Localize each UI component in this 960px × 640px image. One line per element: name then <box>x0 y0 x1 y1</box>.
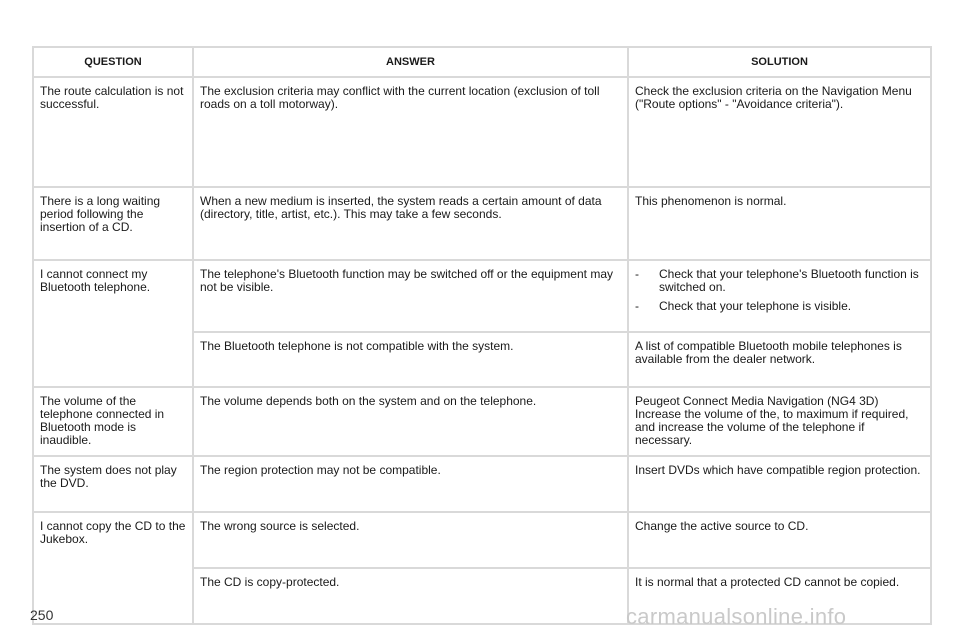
solution-list <box>635 268 924 313</box>
watermark: carmanualsonline.info <box>626 604 847 629</box>
table-row <box>33 260 931 332</box>
solution-cell <box>628 260 931 332</box>
answer-cell: The Bluetooth telephone is not compatible with the system. <box>193 332 628 387</box>
question-cell: The route calculation is not successful. <box>33 77 193 187</box>
solution-cell: A list of compatible Bluetooth mobile telephones is available from the dealer network. <box>628 332 931 387</box>
answer-cell: The region protection may not be compatible. <box>193 456 628 512</box>
answer-cell: The wrong source is selected. <box>193 512 628 568</box>
question-cell: I cannot connect my Bluetooth telephone. <box>33 260 193 387</box>
table-row <box>33 512 931 568</box>
answer-cell: The volume depends both on the system and on the telephone. <box>193 387 628 456</box>
solution-cell: This phenomenon is normal. <box>628 187 931 260</box>
solution-cell: Change the active source to CD. <box>628 512 931 568</box>
solution-cell: It is normal that a protected CD cannot be copied. <box>628 568 931 624</box>
list-item: - Check that your telephone is visible. <box>635 300 924 313</box>
table-header-row <box>33 47 931 77</box>
table-row <box>33 387 931 456</box>
answer-cell: The CD is copy-protected. <box>193 568 628 624</box>
question-cell: The volume of the telephone connected in Bluetooth mode is inaudible. <box>33 387 193 456</box>
question-cell: The system does not play the DVD. <box>33 456 193 512</box>
page-number: 250 <box>30 607 54 623</box>
header-answer: ANSWER <box>193 47 628 77</box>
list-item: - Check that your telephone's Bluetooth function is switched on. <box>635 268 924 294</box>
answer-cell: When a new medium is inserted, the system reads a certain amount of data (directory, title, artist, etc.). This may take a few seconds. <box>193 187 628 260</box>
solution-cell: Peugeot Connect Media Navigation (NG4 3D) Increase the volume of the, to maximum if required, and increase the volume of the telephone if necessary. <box>628 387 931 456</box>
faq-table <box>32 46 932 625</box>
table-row <box>33 77 931 187</box>
table-row <box>33 187 931 260</box>
answer-cell: The telephone's Bluetooth function may be switched off or the equipment may not be visible. <box>193 260 628 332</box>
solution-cell: Check the exclusion criteria on the Navigation Menu ("Route options" - "Avoidance criteria"). <box>628 77 931 187</box>
question-cell: I cannot copy the CD to the Jukebox. <box>33 512 193 624</box>
solution-cell: Insert DVDs which have compatible region protection. <box>628 456 931 512</box>
header-solution: SOLUTION <box>628 47 931 77</box>
table-row <box>33 456 931 512</box>
question-cell: There is a long waiting period following the insertion of a CD. <box>33 187 193 260</box>
header-question: QUESTION <box>33 47 193 77</box>
answer-cell: The exclusion criteria may conflict with the current location (exclusion of toll roads on a toll motorway). <box>193 77 628 187</box>
